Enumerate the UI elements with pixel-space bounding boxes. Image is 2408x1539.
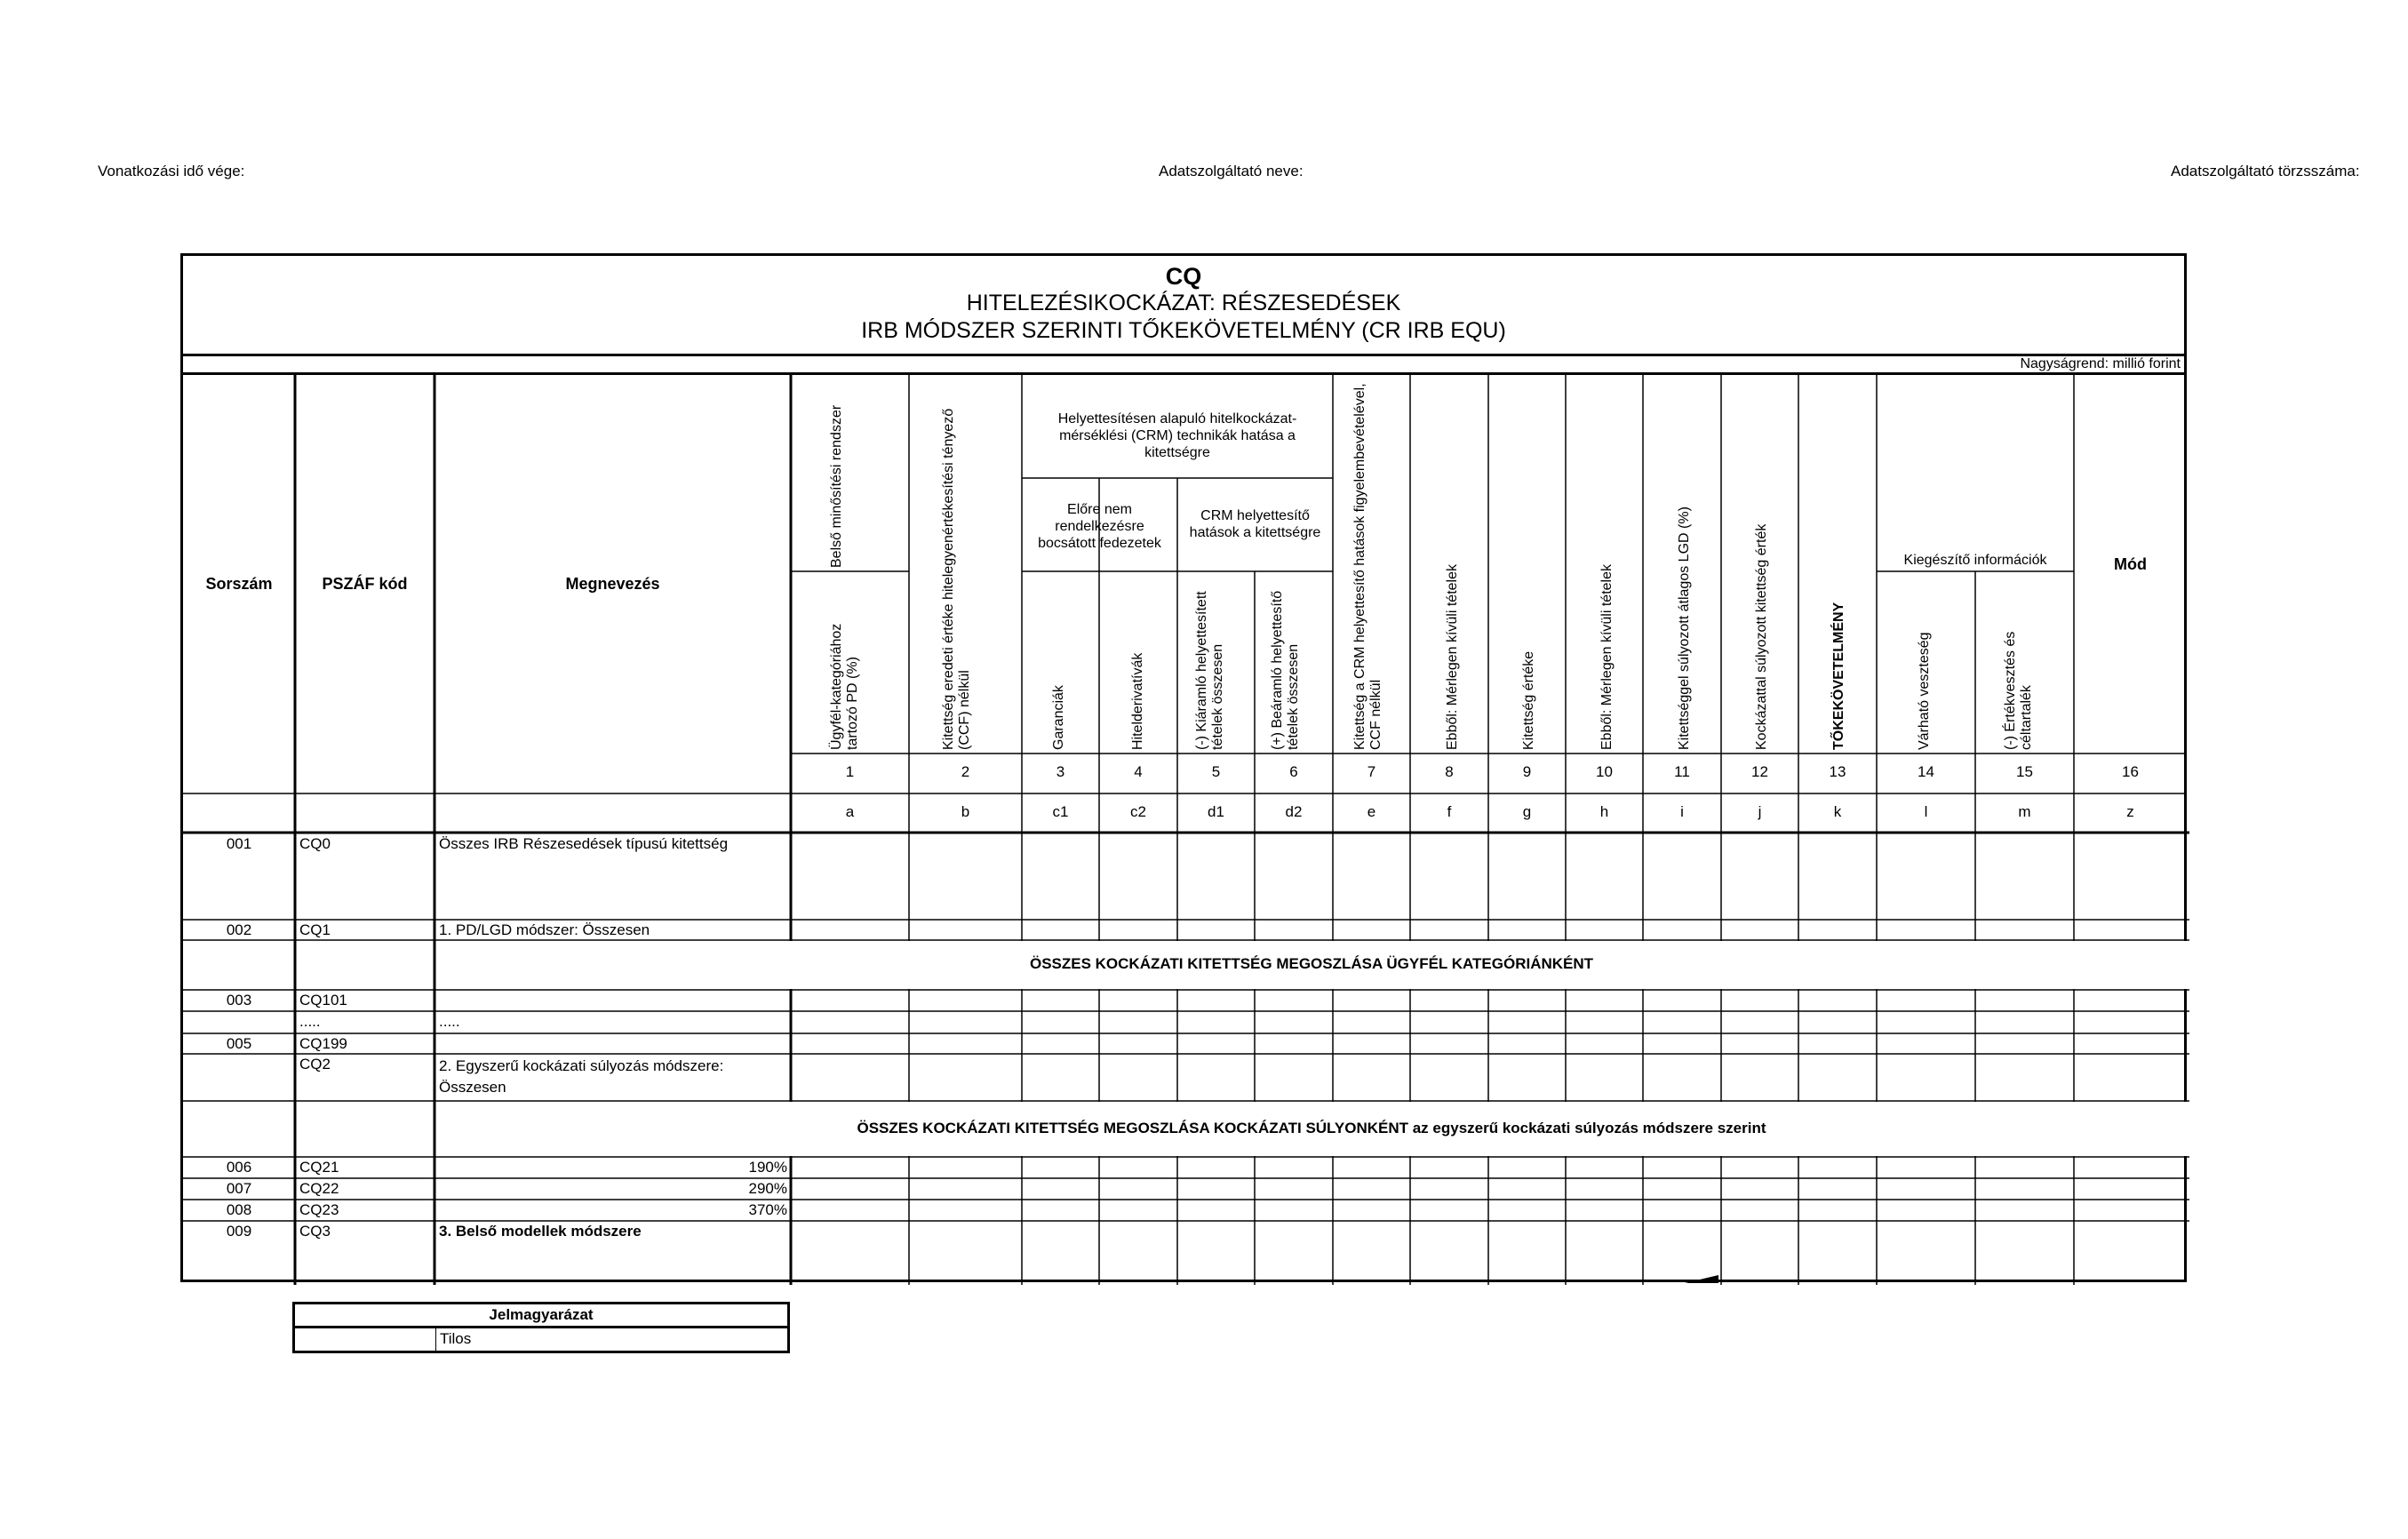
form-title-line-1: HITELEZÉSIKOCKÁZAT: RÉSZESEDÉSEK — [966, 291, 1401, 315]
row-003-code: CQ101 — [299, 992, 347, 1009]
col-header-capital-requirement: TŐKEKÖVETELMÉNY — [1831, 602, 1846, 750]
column-number-10: 10 — [1596, 763, 1613, 780]
column-number-14: 14 — [1918, 763, 1934, 780]
column-number-11: 11 — [1674, 763, 1690, 780]
column-letter-j: j — [1758, 803, 1762, 820]
col-header-value-adjustments: (-) Értékvesztés és céltartalék — [2003, 631, 2034, 750]
column-letter-g: g — [1522, 803, 1532, 820]
col-header-credit-derivatives: Hitelderivatívák — [1130, 652, 1145, 750]
col-header-pd: Ügyfél-kategóriához tartozó PD (%) — [829, 623, 860, 750]
column-number-12: 12 — [1751, 763, 1768, 780]
legend-title: Jelmagyarázat — [295, 1304, 787, 1328]
col-header-off-balance-1: Ebből: Mérlegen kívüli tételek — [1445, 564, 1460, 750]
column-letter-d2: d2 — [1285, 803, 1303, 820]
column-number-15: 15 — [2016, 763, 2033, 780]
row-005-sorszam: 005 — [226, 1035, 252, 1052]
corner-mark — [1685, 1272, 1720, 1285]
column-letter-a: a — [845, 803, 855, 820]
col-header-guarantees: Garanciák — [1051, 685, 1066, 750]
form-code: CQ — [1165, 263, 1202, 290]
row-ellipsis-code: ..... — [299, 1013, 321, 1030]
legend-swatch — [295, 1328, 436, 1351]
row-006-code: CQ21 — [299, 1159, 339, 1176]
row-006-sorszam: 006 — [226, 1159, 252, 1176]
row-cq2-name: 2. Egyszerű kockázati súlyozás módszere: Összesen — [439, 1057, 724, 1096]
column-number-6: 6 — [1289, 763, 1298, 780]
row-008-sorszam: 008 — [226, 1201, 252, 1218]
col-header-exposure-value: Kitettség értéke — [1521, 650, 1536, 750]
reference-period-label: Vonatkozási idő vége: — [98, 163, 245, 179]
col-group-crm-subst: CRM helyettesítő hatások a kitettségre — [1189, 508, 1321, 540]
section-banner-risk-weight — [436, 1102, 2187, 1156]
col-group-supplementary: Kiegészítő információk — [1903, 552, 2047, 568]
cq-form — [180, 253, 2187, 1282]
col-header-rwa: Kockázattal súlyozott kitettség érték — [1754, 523, 1769, 750]
col-header-avg-lgd: Kitettséggel súlyozott átlagos LGD (%) — [1677, 506, 1692, 750]
row-002-code: CQ1 — [299, 921, 331, 938]
row-001-sorszam: 001 — [226, 835, 252, 852]
row-009-name: 3. Belső modellek módszere — [439, 1223, 642, 1240]
column-letter-f: f — [1447, 803, 1452, 820]
col-header-exposure-after-crm: Kitettség a CRM helyettesítő hatások figyelembevételével, CCF nélkül — [1352, 383, 1383, 750]
provider-name-label: Adatszolgáltató neve: — [1159, 163, 1304, 179]
column-number-16: 16 — [2122, 763, 2139, 780]
column-number-7: 7 — [1367, 763, 1376, 780]
row-009-sorszam: 009 — [226, 1223, 252, 1240]
row-002-sorszam: 002 — [226, 921, 252, 938]
col-header-rating-system: Belső minősítési rendszer — [829, 404, 844, 568]
col-header-outflows: (-) Kiáramló helyettesített tételek összesen — [1194, 591, 1225, 750]
row-007-code: CQ22 — [299, 1180, 339, 1197]
provider-id-label: Adatszolgáltató törzsszáma: — [2171, 163, 2360, 179]
col-header-off-balance-2: Ebből: Mérlegen kívüli tételek — [1599, 564, 1615, 750]
row-008-code: CQ23 — [299, 1201, 339, 1218]
col-group-crm: Helyettesítésen alapuló hitelkockázat-mérséklési (CRM) technikák hatása a kitettségre — [1057, 411, 1297, 460]
row-003-sorszam: 003 — [226, 992, 252, 1009]
column-number-3: 3 — [1056, 763, 1065, 780]
column-letter-c1: c1 — [1052, 803, 1069, 820]
row-009-code: CQ3 — [299, 1223, 331, 1240]
column-letter-l: l — [1924, 803, 1928, 820]
column-letter-z: z — [2126, 803, 2134, 820]
column-letter-d1: d1 — [1208, 803, 1224, 820]
row-005-code: CQ199 — [299, 1035, 347, 1052]
column-number-5: 5 — [1211, 763, 1221, 780]
col-header-megnevezes: Megnevezés — [565, 575, 660, 593]
row-008-weight: 370% — [748, 1201, 787, 1218]
col-header-expected-loss: Várható veszteség — [1917, 632, 1932, 750]
row-001-code: CQ0 — [299, 835, 331, 852]
col-group-unfunded: Előre nem rendelkezésre bocsátott fedezetek — [1038, 501, 1161, 551]
column-letter-m: m — [2018, 803, 2031, 820]
unit-note: Nagyságrend: millió forint — [183, 356, 2184, 375]
column-letter-k: k — [1833, 803, 1842, 820]
row-007-weight: 290% — [748, 1180, 787, 1197]
column-number-2: 2 — [961, 763, 970, 780]
row-006-weight: 190% — [748, 1159, 787, 1176]
column-number-8: 8 — [1445, 763, 1454, 780]
row-001-name: Összes IRB Részesedések típusú kitettség — [439, 835, 729, 852]
column-letter-c2: c2 — [1130, 803, 1146, 820]
col-header-pszaf-kod: PSZÁF kód — [322, 575, 408, 593]
column-number-13: 13 — [1829, 763, 1846, 780]
row-ellipsis-name: ..... — [439, 1013, 460, 1030]
section-risk-weight-label: ÖSSZES KOCKÁZATI KITETTSÉG MEGOSZLÁSA KOCKÁZATI SÚLYONKÉNT az egyszerű kockázati súlyozás módszere szerint — [857, 1120, 1766, 1136]
column-letter-h: h — [1599, 803, 1609, 820]
legend-box — [292, 1302, 790, 1353]
row-cq2-code: CQ2 — [299, 1056, 331, 1073]
column-letter-e: e — [1367, 803, 1376, 820]
column-number-9: 9 — [1522, 763, 1532, 780]
col-header-mod: Mód — [2114, 554, 2147, 573]
row-002-name: 1. PD/LGD módszer: Összesen — [439, 921, 650, 938]
form-title-line-2: IRB MÓDSZER SZERINTI TŐKEKÖVETELMÉNY (CR IRB EQU) — [861, 318, 1506, 343]
column-letter-i: i — [1680, 803, 1684, 820]
section-banner-client-category — [436, 941, 2187, 989]
column-number-4: 4 — [1134, 763, 1143, 780]
col-header-sorszam: Sorszám — [205, 575, 273, 593]
column-letter-b: b — [961, 803, 970, 820]
section-client-category-label: ÖSSZES KOCKÁZATI KITETTSÉG MEGOSZLÁSA ÜGYFÉL KATEGÓRIÁNKÉNT — [1029, 955, 1594, 972]
column-number-1: 1 — [845, 763, 855, 780]
legend-item-tilos: Tilos — [440, 1330, 472, 1347]
col-header-inflows: (+) Beáramló helyettesítő tételek összesen — [1270, 590, 1301, 750]
row-007-sorszam: 007 — [226, 1180, 252, 1197]
col-header-original-exposure: Kitettség eredeti értéke hitelegyenértékesítési tényező (CCF) nélkül — [941, 408, 972, 750]
